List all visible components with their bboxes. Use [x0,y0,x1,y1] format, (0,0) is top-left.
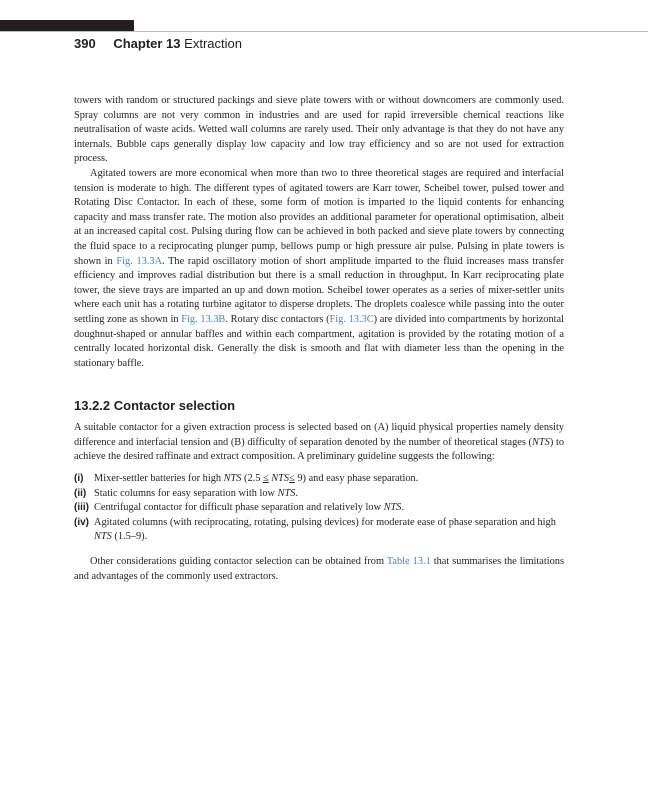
list-number: (iii) [74,502,89,514]
list-item [74,487,564,502]
running-header [74,36,242,51]
list-text: Static columns for easy separation with low NTS. [94,487,298,499]
list-number: (iv) [74,516,89,528]
list-number: (i) [74,473,84,485]
header-rule [0,31,648,32]
paragraph-4: Other considerations guiding contactor selection can be obtained from Table 13.1 that summarises the limitations and advantages of the commonly used extractors. [74,556,564,582]
page-number: 390 [74,36,96,51]
list-text: Mixer-settler batteries for high NTS (2.5 ≤ NTS≤ 9) and easy phase separation. [94,473,419,485]
table-13-1-link[interactable]: Table 13.1 [386,556,431,568]
guideline-list [74,472,564,545]
list-item [74,501,564,516]
list-text: Centrifugal contactor for difficult phase separation and relatively low NTS. [94,502,405,514]
paragraph-1: towers with random or structured packings and sieve plate towers with or without downcomers are commonly used. Spray columns are not very common in industries and are used for rapid irreversible chemical reactions like neutralisation of waste acids. Wetted wall columns are rarely used. Their only advantage is that they do not have any internals. Bubble caps generally display low capacity and low tray efficiency and so are not used for extraction process. [74,95,564,165]
paragraph-3: A suitable contactor for a given extraction process is selected based on (A) liquid physical properties namely density difference and interfacial tension and (B) difficulty of separation denoted by the number of theoretical stages (NTS) to achieve the desired raffinate and extract composition. A preliminary guideline suggests the following: [74,422,565,463]
page-body [74,94,564,584]
paragraph-2: Agitated towers are more economical when more than two to three theoretical stages are required and interfacial tension is moderate to high. The different types of agitated towers are Karr tower, Scheibel tower, pulsed tower and Rotating Disc Contactor. In each of these, some form of motion is imparted to the liquid contents for enhancing capacity and mass transfer rate. The motion also provides an additional parameter for operational optimisation, albeit at an increased capital cost. Pulsing during flow can be achieved in both packed and sieve plate towers by connecting the fluid space to a reciprocating plunger pump, bellows pump or high pressure air pulse. Pulsing in plate towers is shown in Fig. 13.3A. The rapid oscillatory motion of short amplitude imparted to the fluid increases mass transfer efficiency and improves radial distribution but there is a small reduction in throughput. In Karr reciprocating plate tower, the sieve trays are imparted an up and down motion. Scheibel tower operates as a series of mixer-settler units where each unit has a rotating turbine agitator to disperse droplets. The droplets coalesce while passing into the outer settling zone as shown in Fig. 13.3B. Rotary disc contactors (Fig. 13.3C) are divided into compartments by horizontal doughnut-shaped or annular baffles and within each compartment, agitation is provided by the rotating motion of a centrally located horizontal disk. Generally the disk is smooth and flat with diameter less than the opening in the stationary baffle. [74,167,564,369]
fig-13-3c-link[interactable]: Fig. 13.3C [329,313,374,325]
list-item [74,472,564,487]
list-text: Agitated columns (with reciprocating, rotating, pulsing devices) for moderate ease of phase separation and high NTS (1.5–9). [94,516,556,543]
chapter-title: Extraction [184,36,242,51]
list-number: (ii) [74,487,87,499]
section-heading: 13.2.2 Contactor selection [74,398,236,414]
list-item [74,516,564,545]
fig-13-3a-link[interactable]: Fig. 13.3A [116,255,163,267]
chapter-label: Chapter 13 [113,36,181,51]
fig-13-3b-link[interactable]: Fig. 13.3B [181,313,226,325]
